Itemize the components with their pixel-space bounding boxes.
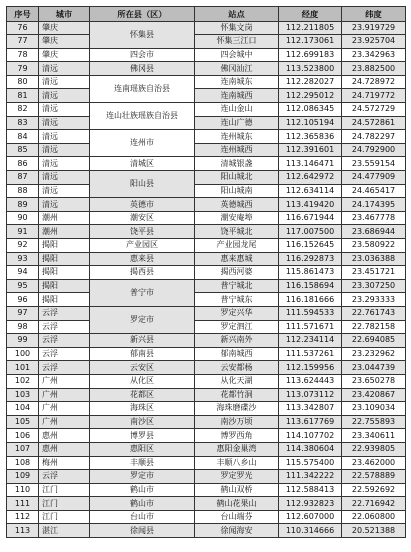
cell-longitude: 111.537261	[279, 347, 342, 361]
cell-longitude: 116.158694	[279, 279, 342, 293]
cell-latitude: 23.420867	[342, 388, 406, 402]
cell-city: 惠州	[39, 442, 90, 456]
cell-county: 连南瑶族自治县	[90, 75, 195, 102]
cell-latitude: 22.578889	[342, 470, 406, 484]
cell-county: 丰顺县	[90, 456, 195, 470]
cell-city: 潮州	[39, 225, 90, 239]
cell-latitude: 23.925704	[342, 35, 406, 49]
cell-county: 徐闻县	[90, 524, 195, 538]
table-row	[7, 239, 406, 253]
cell-index: 80	[7, 75, 39, 89]
cell-station: 连山广德	[195, 116, 279, 130]
table-row	[7, 75, 406, 89]
cell-index: 111	[7, 497, 39, 511]
cell-longitude: 116.181666	[279, 293, 342, 307]
cell-longitude: 112.391601	[279, 143, 342, 157]
table-row	[7, 483, 406, 497]
cell-longitude: 112.588413	[279, 483, 342, 497]
cell-station: 饶平城北	[195, 225, 279, 239]
table-row	[7, 320, 406, 334]
cell-longitude: 112.159956	[279, 361, 342, 375]
cell-index: 105	[7, 415, 39, 429]
cell-latitude: 24.174395	[342, 198, 406, 212]
cell-index: 76	[7, 21, 39, 35]
cell-longitude: 112.211805	[279, 21, 342, 35]
table-row	[7, 361, 406, 375]
cell-city: 揭阳	[39, 293, 90, 307]
cell-latitude: 23.293333	[342, 293, 406, 307]
cell-index: 98	[7, 320, 39, 334]
cell-longitude: 116.292873	[279, 252, 342, 266]
cell-latitude: 23.340611	[342, 429, 406, 443]
cell-county: 台山市	[90, 510, 195, 524]
cell-city: 清远	[39, 130, 90, 144]
table-row	[7, 225, 406, 239]
cell-city: 清远	[39, 171, 90, 185]
cell-latitude: 22.592692	[342, 483, 406, 497]
cell-longitude: 112.105194	[279, 116, 342, 130]
cell-station: 惠来惠城	[195, 252, 279, 266]
cell-longitude: 116.671944	[279, 211, 342, 225]
cell-county: 佛冈县	[90, 62, 195, 76]
cell-city: 惠州	[39, 429, 90, 443]
cell-longitude: 111.594533	[279, 306, 342, 320]
cell-city: 清远	[39, 62, 90, 76]
cell-latitude: 22.716942	[342, 497, 406, 511]
table-row	[7, 198, 406, 212]
cell-city: 清远	[39, 184, 90, 198]
cell-county: 新兴县	[90, 334, 195, 348]
table-row	[7, 266, 406, 280]
cell-index: 96	[7, 293, 39, 307]
coordinate-table-page	[6, 6, 405, 538]
cell-longitude: 113.419420	[279, 198, 342, 212]
table-row	[7, 293, 406, 307]
cell-station: 怀集三江口	[195, 35, 279, 49]
cell-station: 英德城西	[195, 198, 279, 212]
table-row	[7, 48, 406, 62]
cell-index: 91	[7, 225, 39, 239]
cell-latitude: 22.755893	[342, 415, 406, 429]
cell-longitude: 112.234114	[279, 334, 342, 348]
cell-latitude: 24.719772	[342, 89, 406, 103]
cell-index: 104	[7, 402, 39, 416]
cell-county: 花都区	[90, 388, 195, 402]
cell-latitude: 23.462000	[342, 456, 406, 470]
cell-latitude: 23.882500	[342, 62, 406, 76]
cell-city: 清远	[39, 89, 90, 103]
cell-city: 湛江	[39, 524, 90, 538]
cell-station: 普宁城东	[195, 293, 279, 307]
cell-station: 产业园龙尾	[195, 239, 279, 253]
header-index: 序号	[7, 7, 39, 22]
cell-county: 四会市	[90, 48, 195, 62]
cell-index: 83	[7, 116, 39, 130]
cell-index: 77	[7, 35, 39, 49]
table-row	[7, 171, 406, 185]
cell-longitude: 112.295012	[279, 89, 342, 103]
cell-city: 广州	[39, 388, 90, 402]
cell-county: 英德市	[90, 198, 195, 212]
cell-city: 清远	[39, 157, 90, 171]
table-row	[7, 388, 406, 402]
cell-city: 江门	[39, 510, 90, 524]
cell-longitude: 112.699183	[279, 48, 342, 62]
table-row	[7, 35, 406, 49]
cell-station: 怀集文岗	[195, 21, 279, 35]
table-row	[7, 130, 406, 144]
cell-index: 97	[7, 306, 39, 320]
cell-county: 鹤山市	[90, 497, 195, 511]
cell-longitude: 112.365836	[279, 130, 342, 144]
cell-longitude: 112.634114	[279, 184, 342, 198]
table-row	[7, 442, 406, 456]
cell-city: 揭阳	[39, 252, 90, 266]
cell-index: 85	[7, 143, 39, 157]
cell-index: 109	[7, 470, 39, 484]
table-header-row	[7, 7, 406, 22]
cell-county: 南沙区	[90, 415, 195, 429]
cell-latitude: 24.792900	[342, 143, 406, 157]
table-row	[7, 374, 406, 388]
table-row	[7, 306, 406, 320]
table-row	[7, 89, 406, 103]
cell-index: 81	[7, 89, 39, 103]
cell-latitude: 24.572861	[342, 116, 406, 130]
cell-latitude: 22.782158	[342, 320, 406, 334]
cell-longitude: 111.342222	[279, 470, 342, 484]
cell-index: 99	[7, 334, 39, 348]
cell-station: 郁南城西	[195, 347, 279, 361]
cell-latitude: 24.477909	[342, 171, 406, 185]
cell-latitude: 22.939805	[342, 442, 406, 456]
cell-index: 112	[7, 510, 39, 524]
cell-station: 阳山城南	[195, 184, 279, 198]
cell-city: 肇庆	[39, 21, 90, 35]
table-row	[7, 62, 406, 76]
cell-city: 揭阳	[39, 239, 90, 253]
cell-station: 惠阳金巢湾	[195, 442, 279, 456]
cell-station: 罗定罗光	[195, 470, 279, 484]
cell-county: 博罗县	[90, 429, 195, 443]
table-body	[7, 21, 406, 538]
table-row	[7, 143, 406, 157]
cell-latitude: 20.521388	[342, 524, 406, 538]
cell-latitude: 23.036388	[342, 252, 406, 266]
cell-station: 连州城西	[195, 143, 279, 157]
cell-longitude: 112.173061	[279, 35, 342, 49]
cell-longitude: 113.523800	[279, 62, 342, 76]
cell-station: 博罗西角	[195, 429, 279, 443]
cell-longitude: 113.617769	[279, 415, 342, 429]
cell-county: 产业园区	[90, 239, 195, 253]
cell-station: 从化天湖	[195, 374, 279, 388]
cell-latitude: 23.044739	[342, 361, 406, 375]
cell-city: 云浮	[39, 306, 90, 320]
table-row	[7, 497, 406, 511]
cell-county: 普宁市	[90, 279, 195, 306]
cell-station: 鹤山花果山	[195, 497, 279, 511]
cell-county: 鹤山市	[90, 483, 195, 497]
cell-station: 连山金山	[195, 103, 279, 117]
table-row	[7, 116, 406, 130]
table-row	[7, 184, 406, 198]
cell-county: 罗定市	[90, 306, 195, 333]
cell-station: 云安都杨	[195, 361, 279, 375]
cell-latitude: 23.919729	[342, 21, 406, 35]
cell-station: 清城银盏	[195, 157, 279, 171]
cell-index: 82	[7, 103, 39, 117]
cell-longitude: 113.624443	[279, 374, 342, 388]
cell-index: 107	[7, 442, 39, 456]
cell-longitude: 111.571671	[279, 320, 342, 334]
cell-latitude: 22.694085	[342, 334, 406, 348]
cell-index: 78	[7, 48, 39, 62]
cell-county: 连山壮族瑶族自治县	[90, 103, 195, 130]
cell-county: 饶平县	[90, 225, 195, 239]
cell-station: 佛冈汕江	[195, 62, 279, 76]
cell-station: 台山端芬	[195, 510, 279, 524]
table-row	[7, 103, 406, 117]
cell-county: 连州市	[90, 130, 195, 157]
cell-city: 清远	[39, 116, 90, 130]
cell-longitude: 115.575400	[279, 456, 342, 470]
cell-station: 潮安庵埠	[195, 211, 279, 225]
cell-index: 90	[7, 211, 39, 225]
cell-city: 广州	[39, 374, 90, 388]
cell-station: 连州城东	[195, 130, 279, 144]
cell-city: 云浮	[39, 347, 90, 361]
cell-county: 云安区	[90, 361, 195, 375]
cell-city: 广州	[39, 402, 90, 416]
cell-index: 101	[7, 361, 39, 375]
cell-station: 新兴南外	[195, 334, 279, 348]
cell-station: 花都竹洞	[195, 388, 279, 402]
cell-longitude: 112.607000	[279, 510, 342, 524]
table-row	[7, 279, 406, 293]
cell-latitude: 23.686944	[342, 225, 406, 239]
cell-latitude: 23.232962	[342, 347, 406, 361]
cell-city: 云浮	[39, 470, 90, 484]
table-row	[7, 334, 406, 348]
cell-index: 88	[7, 184, 39, 198]
table-row	[7, 252, 406, 266]
cell-county: 惠来县	[90, 252, 195, 266]
cell-station: 海珠磨碟沙	[195, 402, 279, 416]
header-county: 所在县（区）	[90, 7, 195, 22]
table-row	[7, 157, 406, 171]
cell-index: 79	[7, 62, 39, 76]
cell-latitude: 24.465417	[342, 184, 406, 198]
cell-county: 郁南县	[90, 347, 195, 361]
cell-station: 四会城中	[195, 48, 279, 62]
cell-county: 从化区	[90, 374, 195, 388]
cell-longitude: 114.380604	[279, 442, 342, 456]
cell-longitude: 117.007500	[279, 225, 342, 239]
cell-county: 揭西县	[90, 266, 195, 280]
cell-index: 106	[7, 429, 39, 443]
cell-city: 清远	[39, 75, 90, 89]
table-row	[7, 429, 406, 443]
cell-station: 徐闻海安	[195, 524, 279, 538]
cell-station: 南沙万顷	[195, 415, 279, 429]
cell-longitude: 116.152645	[279, 239, 342, 253]
cell-city: 揭阳	[39, 266, 90, 280]
cell-station: 揭西河婆	[195, 266, 279, 280]
header-longitude: 经度	[279, 7, 342, 22]
cell-latitude: 23.467778	[342, 211, 406, 225]
cell-county: 惠阳区	[90, 442, 195, 456]
cell-index: 108	[7, 456, 39, 470]
cell-station: 丰顺八乡山	[195, 456, 279, 470]
cell-city: 梅州	[39, 456, 90, 470]
cell-latitude: 23.580922	[342, 239, 406, 253]
cell-county: 清城区	[90, 157, 195, 171]
cell-index: 86	[7, 157, 39, 171]
cell-index: 93	[7, 252, 39, 266]
cell-longitude: 112.282027	[279, 75, 342, 89]
cell-index: 102	[7, 374, 39, 388]
cell-longitude: 115.861473	[279, 266, 342, 280]
cell-index: 89	[7, 198, 39, 212]
cell-index: 95	[7, 279, 39, 293]
cell-latitude: 24.782297	[342, 130, 406, 144]
cell-county: 潮安区	[90, 211, 195, 225]
cell-city: 云浮	[39, 361, 90, 375]
cell-longitude: 114.107702	[279, 429, 342, 443]
cell-station: 罗定兴华	[195, 306, 279, 320]
cell-longitude: 113.146471	[279, 157, 342, 171]
cell-county: 海珠区	[90, 402, 195, 416]
table-row	[7, 415, 406, 429]
cell-index: 87	[7, 171, 39, 185]
header-latitude: 纬度	[342, 7, 406, 22]
cell-latitude: 24.572729	[342, 103, 406, 117]
cell-city: 揭阳	[39, 279, 90, 293]
cell-city: 广州	[39, 415, 90, 429]
cell-city: 肇庆	[39, 35, 90, 49]
cell-city: 清远	[39, 143, 90, 157]
cell-county: 罗定市	[90, 470, 195, 484]
cell-latitude: 23.451721	[342, 266, 406, 280]
table-row	[7, 524, 406, 538]
cell-index: 103	[7, 388, 39, 402]
cell-longitude: 112.932823	[279, 497, 342, 511]
cell-index: 84	[7, 130, 39, 144]
cell-county: 阳山县	[90, 171, 195, 198]
cell-index: 94	[7, 266, 39, 280]
cell-city: 江门	[39, 497, 90, 511]
table-row	[7, 470, 406, 484]
cell-city: 清远	[39, 103, 90, 117]
cell-latitude: 24.728972	[342, 75, 406, 89]
cell-station: 罗定泗江	[195, 320, 279, 334]
cell-city: 云浮	[39, 320, 90, 334]
cell-latitude: 23.342963	[342, 48, 406, 62]
station-coordinate-table	[6, 6, 406, 538]
cell-station: 连南城东	[195, 75, 279, 89]
header-station: 站点	[195, 7, 279, 22]
cell-index: 110	[7, 483, 39, 497]
cell-longitude: 113.073112	[279, 388, 342, 402]
table-row	[7, 21, 406, 35]
cell-latitude: 23.109034	[342, 402, 406, 416]
cell-index: 92	[7, 239, 39, 253]
cell-latitude: 22.060800	[342, 510, 406, 524]
cell-longitude: 110.314666	[279, 524, 342, 538]
table-row	[7, 510, 406, 524]
table-row	[7, 211, 406, 225]
table-row	[7, 456, 406, 470]
cell-station: 连南城西	[195, 89, 279, 103]
cell-city: 云浮	[39, 334, 90, 348]
cell-county: 怀集县	[90, 21, 195, 48]
cell-station: 阳山城北	[195, 171, 279, 185]
cell-longitude: 112.086345	[279, 103, 342, 117]
cell-station: 鹤山双桥	[195, 483, 279, 497]
table-row	[7, 347, 406, 361]
cell-city: 潮州	[39, 211, 90, 225]
cell-latitude: 22.761743	[342, 306, 406, 320]
cell-latitude: 23.559154	[342, 157, 406, 171]
cell-city: 清远	[39, 198, 90, 212]
cell-latitude: 23.307250	[342, 279, 406, 293]
cell-city: 肇庆	[39, 48, 90, 62]
cell-longitude: 112.642972	[279, 171, 342, 185]
cell-city: 江门	[39, 483, 90, 497]
cell-latitude: 23.650278	[342, 374, 406, 388]
cell-index: 113	[7, 524, 39, 538]
cell-longitude: 113.342807	[279, 402, 342, 416]
table-row	[7, 402, 406, 416]
cell-station: 普宁城北	[195, 279, 279, 293]
header-city: 城市	[39, 7, 90, 22]
cell-index: 100	[7, 347, 39, 361]
